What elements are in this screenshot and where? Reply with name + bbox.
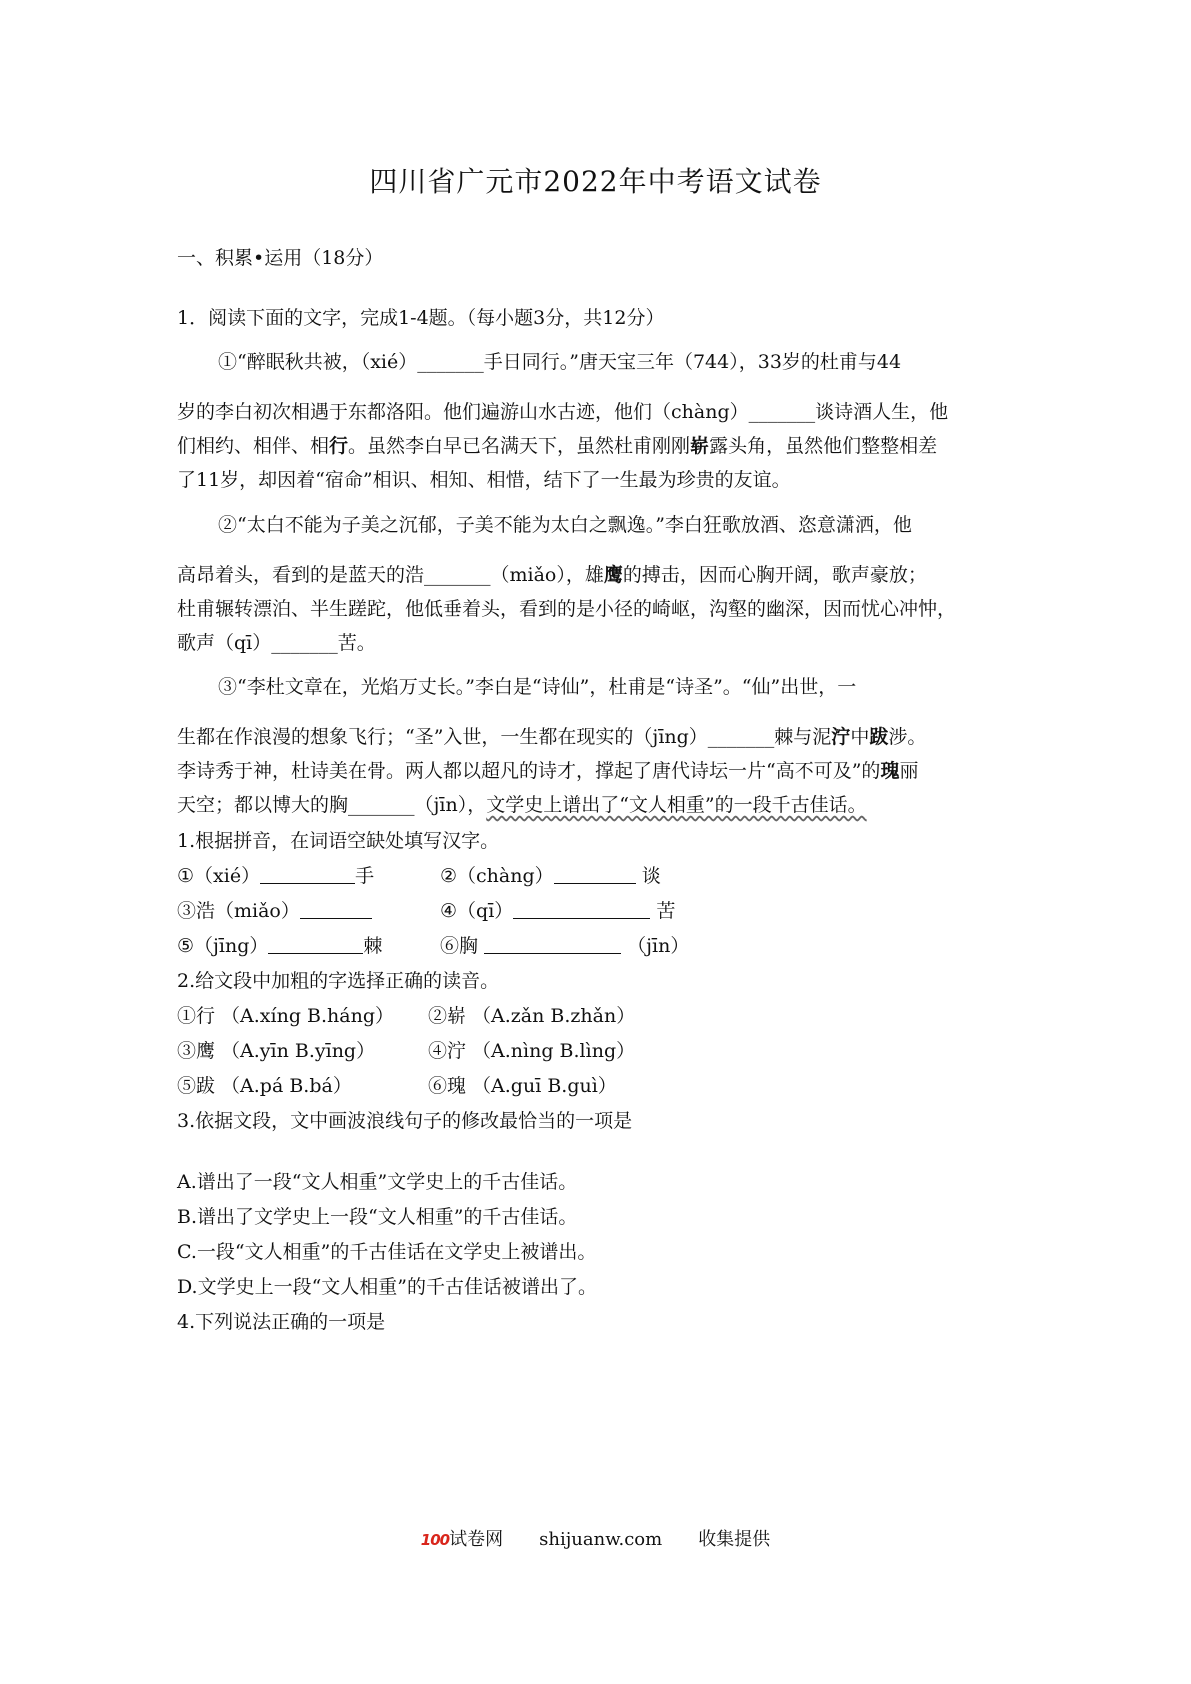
passage-2-line-1: ②“太白不能为子美之沉郁，子美不能为太白之飘逸。”李白狂歌放酒、恣意潇洒，他 — [218, 514, 912, 536]
fill-item-3: ③浩（miǎo） — [177, 899, 372, 923]
reading-choice-4[interactable]: ④泞 （A.nìng B.lìng） — [428, 1040, 636, 1062]
footer-note: 收集提供 — [698, 1529, 771, 1550]
fill-item-1: ①（xié） 手 — [177, 865, 375, 887]
passage-2-line-4: 歌声（qī）_______苦。 — [177, 632, 376, 654]
passage-1-line-1: ①“醉眠秋共被，（xié）_______手日同行。”唐天宝三年（744），33岁的杜甫与44 — [218, 351, 902, 373]
wavy-underlined-sentence: 文学史上谱出了“文人相重”的一段千古佳话。 — [486, 794, 867, 816]
reading-choice-6[interactable]: ⑥瑰 （A.guī B.guì） — [428, 1075, 617, 1097]
bold-char-gui: 瑰 — [880, 760, 900, 782]
fill-item-5: ⑤（jīng） 棘 — [177, 935, 383, 957]
subquestion-4-prompt: 4.下列说法正确的一项是 — [177, 1311, 386, 1333]
fill-item-6: ⑥胸 （jīn） — [440, 935, 690, 957]
section-heading: 一、积累•运用（18分） — [177, 247, 384, 269]
answer-blank[interactable] — [554, 865, 636, 884]
answer-blank[interactable] — [268, 935, 363, 954]
passage-3-line-1: ③“李杜文章在，光焰万丈长。”李白是“诗仙”，杜甫是“诗圣”。“仙”出世，一 — [218, 676, 857, 698]
bold-char-xing: 行 — [329, 435, 349, 457]
page-title: 四川省广元市2022年中考语文试卷 — [369, 165, 822, 198]
passage-2-line-2: 高昂着头，看到的是蓝天的浩_______（miǎo），雄鹰的搏击，因而心胸开阔，歌声豪放； — [177, 564, 927, 586]
fill-item-2: ②（chàng） 谈 — [440, 865, 661, 887]
passage-1-line-3: 们相约、相伴、相行。虽然李白早已名满天下，虽然杜甫刚刚崭露头角，虽然他们整整相差 — [177, 435, 938, 457]
subquestion-2-prompt: 2.给文段中加粗的字选择正确的读音。 — [177, 970, 500, 992]
site-logo-icon: 100 — [420, 1531, 450, 1549]
question-1-intro: 1．阅读下面的文字，完成1-4题。（每小题3分，共12分） — [177, 307, 665, 329]
site-name: 试卷网 — [449, 1529, 504, 1550]
passage-3-line-2: 生都在作浪漫的想象飞行；“圣”入世，一生都在现实的（jīng）_______棘与泥泞中跋涉。 — [177, 726, 927, 748]
passage-3-line-4: 天空；都以博大的胸_______（jīn），文学史上谱出了“文人相重”的一段千古佳话。 — [177, 794, 867, 816]
subquestion-1-prompt: 1.根据拼音，在词语空缺处填写汉字。 — [177, 830, 500, 852]
passage-1-line-2: 岁的李白初次相遇于东都洛阳。他们遍游山水古迹，他们（chàng）_______谈诗酒人生，他 — [177, 401, 949, 423]
option-d[interactable]: D.文学史上一段“文人相重”的千古佳话被谱出了。 — [177, 1276, 598, 1298]
passage-1-line-4: 了11岁，却因着“宿命”相识、相知、相惜，结下了一生最为珍贵的友谊。 — [177, 469, 791, 491]
passage-2-line-3: 杜甫辗转漂泊、半生蹉跎，他低垂着头，看到的是小径的崎岖，沟壑的幽深，因而忧心冲忡， — [177, 598, 957, 620]
answer-blank[interactable] — [513, 900, 650, 919]
answer-blank[interactable] — [484, 935, 621, 954]
site-domain[interactable]: shijuanw.com — [539, 1529, 663, 1550]
reading-choice-5[interactable]: ⑤跋 （A.pá B.bá） — [177, 1075, 352, 1097]
option-b[interactable]: B.谱出了文学史上一段“文人相重”的千古佳话。 — [177, 1206, 578, 1228]
reading-choice-2[interactable]: ②崭 （A.zǎn B.zhǎn） — [428, 1005, 636, 1027]
option-a[interactable]: A.谱出了一段“文人相重”文学史上的千古佳话。 — [177, 1171, 578, 1193]
option-c[interactable]: C.一段“文人相重”的千古佳话在文学史上被谱出。 — [177, 1241, 597, 1263]
reading-choice-1[interactable]: ①行 （A.xíng B.háng） — [177, 1005, 394, 1027]
bold-char-ying: 鹰 — [603, 564, 623, 586]
answer-blank[interactable] — [300, 900, 372, 919]
bold-char-zhan: 崭 — [690, 435, 710, 457]
page-footer — [0, 1525, 1191, 1551]
bold-char-ning: 泞 — [831, 726, 851, 748]
passage-3-line-3: 李诗秀于神，杜诗美在骨。两人都以超凡的诗才，撑起了唐代诗坛一片“高不可及”的瑰丽 — [177, 760, 919, 782]
fill-item-4: ④（qī） 苦 — [440, 900, 676, 922]
reading-choice-3[interactable]: ③鹰 （A.yīn B.yīng） — [177, 1040, 376, 1062]
bold-char-ba: 跋 — [869, 726, 889, 748]
subquestion-3-prompt: 3.依据文段，文中画波浪线句子的修改最恰当的一项是 — [177, 1110, 633, 1132]
answer-blank[interactable] — [260, 865, 355, 884]
